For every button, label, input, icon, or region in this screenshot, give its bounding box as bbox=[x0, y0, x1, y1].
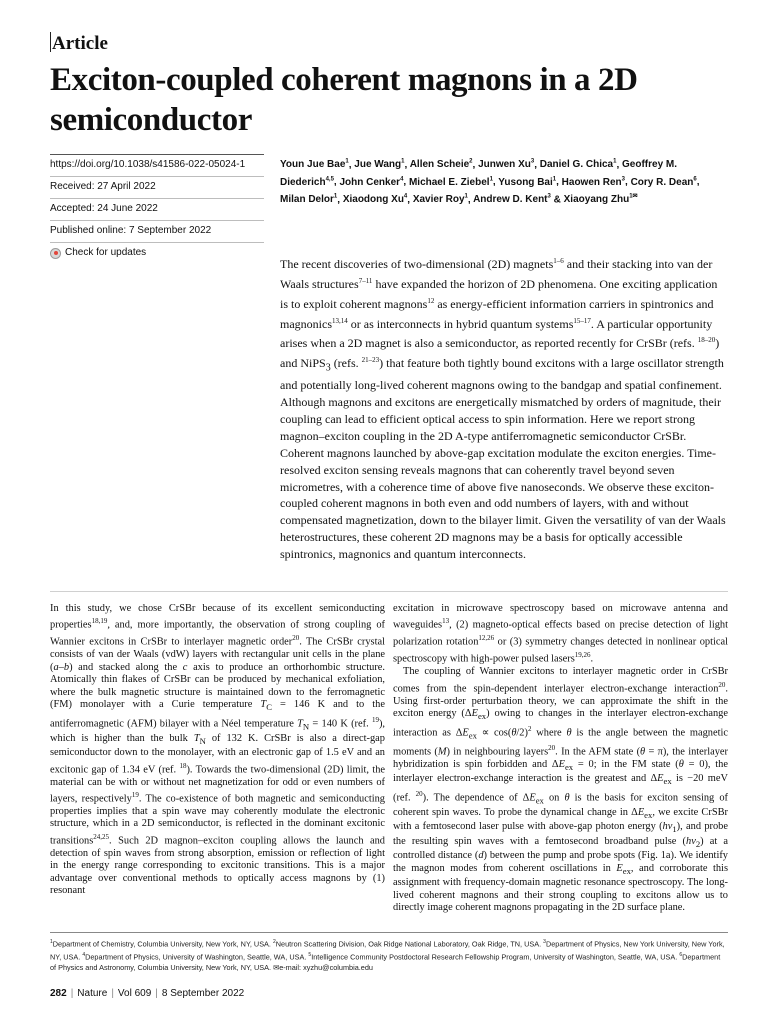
body-text-left-column bbox=[50, 603, 385, 898]
body-paragraph: In this study, we chose CrSBr because of its excellent semiconducting properties$^{18,19}$, and, more importantly, the observation of strong coupling of Wannier excitons in CrSBr to interlayer magnetic order$^{20}$. The CrSBr crystal consists of van der Waals (vdW) layers with rectangular unit cells in the plane (a–b) and stacked along the c axis to produce an orthorhombic structure. Atomically thin flakes of CrSBr can be produced by mechanical exfoliation, where the bulk magnetic structure is maintained down to the ferromagnetic (FM) monolayer with a Curie temperature $T_C = 146$ K and to the antiferromagnetic (AFM) bilayer with a Néel temperature $T_N = 140$ K (ref. $^{19}$), which is higher than the bulk $T_N$ of 132 K. CrSBr is also a direct-gap semiconductor down to the monolayer, with an electronic gap of 1.5 eV and an excitonic gap of 1.34 eV (ref. $^{18}$). Towards the two-dimensional (2D) limit, the material can be with or without net magnetization for odd or even numbers of layers, respectively$^{19}$. The co-existence of both magnetic and semiconducting properties implies that a spin wave may coherently modulate the electronic structure, which in a 2D semiconductor, is reflected in the dominant excitonic transitions$^{24,25}$. Such 2D magnon–exciton coupling allows the launch and detection of spin waves from strong absorption, emission or reflection of light in the energy range corresponding to excitonic transitions. This is a major advantage over conventional methods to optically access magnons by (1) resonant bbox=[50, 603, 385, 897]
affiliations-footnote: $^1$Department of Chemistry, Columbia University, New York, NY, USA. $^2$Neutron Scattering Division, Oak Ridge National Laboratory, Oak Ridge, TN, USA. $^3$Department of Physics, New York University, New York, NY, USA. $^4$Department of Physics, University of Washington, Seattle, WA, USA. $^5$Intelligence Community Postdoctoral Research Fellowship Program, University of Washington, Seattle, WA, USA. $^6$Department of Physics and Astronomy, Columbia University, New York, NY, USA. ✉e-mail: xyzhu@columbia.edu bbox=[50, 932, 728, 974]
author-name[interactable]: Allen Scheie$^2$ bbox=[409, 159, 473, 171]
author-name[interactable]: Xiaodong Xu$^4$ bbox=[342, 193, 408, 205]
published-date: Published online: 7 September 2022 bbox=[50, 220, 264, 242]
check-for-updates-icon bbox=[50, 248, 61, 259]
article-meta bbox=[50, 154, 264, 264]
article-title: Exciton-coupled coherent magnons in a 2D semiconductor bbox=[50, 62, 638, 138]
journal-name: Nature bbox=[77, 988, 108, 999]
author-name[interactable]: Andrew D. Kent$^3$ bbox=[473, 193, 551, 205]
abstract: The recent discoveries of two-dimensional (2D) magnets$^{1-6}$ and their stacking into van der Waals structures$^{7-11}$ have expanded the horizon of 2D phenomena. One exciting application is to exploit coherent magnons$^{12}$ as energy-efficient information carriers in spintronics and magnonics$^{13,14}$ or as interconnects in hybrid quantum systems$^{15-17}$. A particular opportunity arises when a 2D magnet is also a semiconductor, as reported recently for CrSBr (refs. $^{18-20}$) and NiPS$_3$ (refs. $^{21-23}$) that feature both tightly bound excitons with a large oscillator strength and potentially long-lived coherent magnons owing to the bandgap and spatial confinement. Although magnons and excitons are energetically mismatched by orders of magnitude, their coupling can lead to efficient optical access to spin information. Here we report strong magnon–exciton coupling in the 2D A-type antiferromagnetic semiconductor CrSBr. Coherent magnons launched by above-gap excitation modulate the exciton energies. Time-resolved exciton sensing reveals magnons that can coherently travel beyond seven micrometres, with a coherence time of above five nanoseconds. We observe these exciton-coupled coherent magnons in both even and odd numbers of layers, with and without compensated magnetization, down to the bilayer limit. Given the versatility of van der Waals heterostructures, these coherent 2D magnons may be a basis for optically accessible spintronics, magnonics and quantum interconnects. bbox=[280, 257, 726, 561]
author-name[interactable]: Xiaoyang Zhu$^{1✉}$ bbox=[563, 193, 638, 205]
body-text-right-column bbox=[393, 603, 728, 915]
author-name[interactable]: Daniel G. Chica$^1$ bbox=[539, 159, 617, 171]
check-for-updates-label: Check for updates bbox=[65, 247, 147, 258]
author-name[interactable]: Michael E. Ziebel$^1$ bbox=[408, 176, 493, 188]
header-rule bbox=[50, 32, 51, 52]
check-for-updates-button[interactable] bbox=[50, 242, 264, 264]
received-date: Received: 27 April 2022 bbox=[50, 176, 264, 198]
author-name[interactable]: John Cenker$^4$ bbox=[339, 176, 404, 188]
body-paragraph: excitation in microwave spectroscopy based on microwave antenna and waveguides$^{13}$, (2) magneto-optical effects based on precise detection of light polarization rotation$^{12,26}$ or (3) symmetry changes detected in nonlinear optical spectroscopy with high-power pulsed lasers$^{19,26}$. bbox=[393, 603, 728, 665]
author-name[interactable]: Youn Jue Bae$^1$ bbox=[280, 159, 349, 171]
author-name[interactable]: Junwen Xu$^3$ bbox=[478, 159, 535, 171]
accepted-date: Accepted: 24 June 2022 bbox=[50, 198, 264, 220]
journal-volume: Vol 609 bbox=[117, 988, 152, 999]
issue-date: 8 September 2022 bbox=[161, 988, 245, 999]
corresponding-email[interactable]: e-mail: xyzhu@columbia.edu bbox=[279, 963, 373, 973]
author-name[interactable]: Xavier Roy$^1$ bbox=[412, 193, 468, 205]
author-name[interactable]: Geoffrey M. Diederich$^{4,5}$ bbox=[280, 159, 678, 188]
page-number: 282 bbox=[50, 988, 67, 999]
author-name[interactable]: Haowen Ren$^3$ bbox=[561, 176, 626, 188]
body-paragraph: The coupling of Wannier excitons to interlayer magnetic order in CrSBr comes from the spin-dependent interlayer electron-exchange interaction$^{20}$. Using first-order perturbation theory, we can approximate the shift in the exciton energy $(\Delta E_{ex})$ owing to changes in the interlayer electron-exchange interaction as $\Delta E_{ex} \propto \cos(\theta/2)^2$ where θ is the angle between the magnetic moments (M) in neighbouring layers$^{20}$. In the AFM state (θ = π), the interlayer hybridization is spin forbidden and $\Delta E_{ex} = 0$; in the FM state (θ = 0), the interlayer electron-exchange interaction is the greatest and $\Delta E_{ex}$ is −20 meV (ref. $^{20}$). The dependence of $\Delta E_{ex}$ on θ is the basis for exciton sensing of coherent spin waves. To probe the dynamical change in $\Delta E_{ex}$, we excite CrSBr with a femtosecond laser pulse with above-gap photon energy $(h\nu_1)$, and probe the resulting spin waves with a femtosecond broadband pulse $(h\nu_2)$ at a controlled distance (d) between the pump and probe spots (Fig. 1a). We identify the magnon modes from coherent oscillations in $E_{ex}$, and corroborate this assignment with frequency-domain magnetic resonance spectroscopy. The long-lived coherent magnons and their strong coupling to excitons allow us to directly image coherent magnons propagating in the 2D surface plane. bbox=[393, 666, 729, 914]
author-list: Youn Jue Bae$^1$, Jue Wang$^1$, Allen Scheie$^2$, Junwen Xu$^3$, Daniel G. Chica$^1$, Geoffrey M. Diederich$^{4,5}$, John Cenker$^4$, Michael E. Ziebel$^1$, Yusong Bai$^1$, Haowen Ren$^3$, Cory R. Dean$^6$, Milan Delor$^1$, Xiaodong Xu$^4$, Xavier Roy$^1$, Andrew D. Kent$^3$ & Xiaoyang Zhu$^{1✉}$ bbox=[280, 159, 700, 205]
page-footer: 282 | Nature | Vol 609 | 8 September 2022 bbox=[50, 988, 245, 999]
author-name[interactable]: Jue Wang$^1$ bbox=[354, 159, 405, 171]
mail-icon: ✉ bbox=[273, 963, 280, 973]
author-name[interactable]: Milan Delor$^1$ bbox=[280, 193, 338, 205]
doi-link[interactable]: https://doi.org/10.1038/s41586-022-05024-1 bbox=[50, 154, 264, 176]
author-name[interactable]: Cory R. Dean$^6$ bbox=[630, 176, 697, 188]
author-name[interactable]: Yusong Bai$^1$ bbox=[498, 176, 557, 188]
section-divider bbox=[50, 591, 728, 592]
article-type-label: Article bbox=[52, 33, 108, 54]
